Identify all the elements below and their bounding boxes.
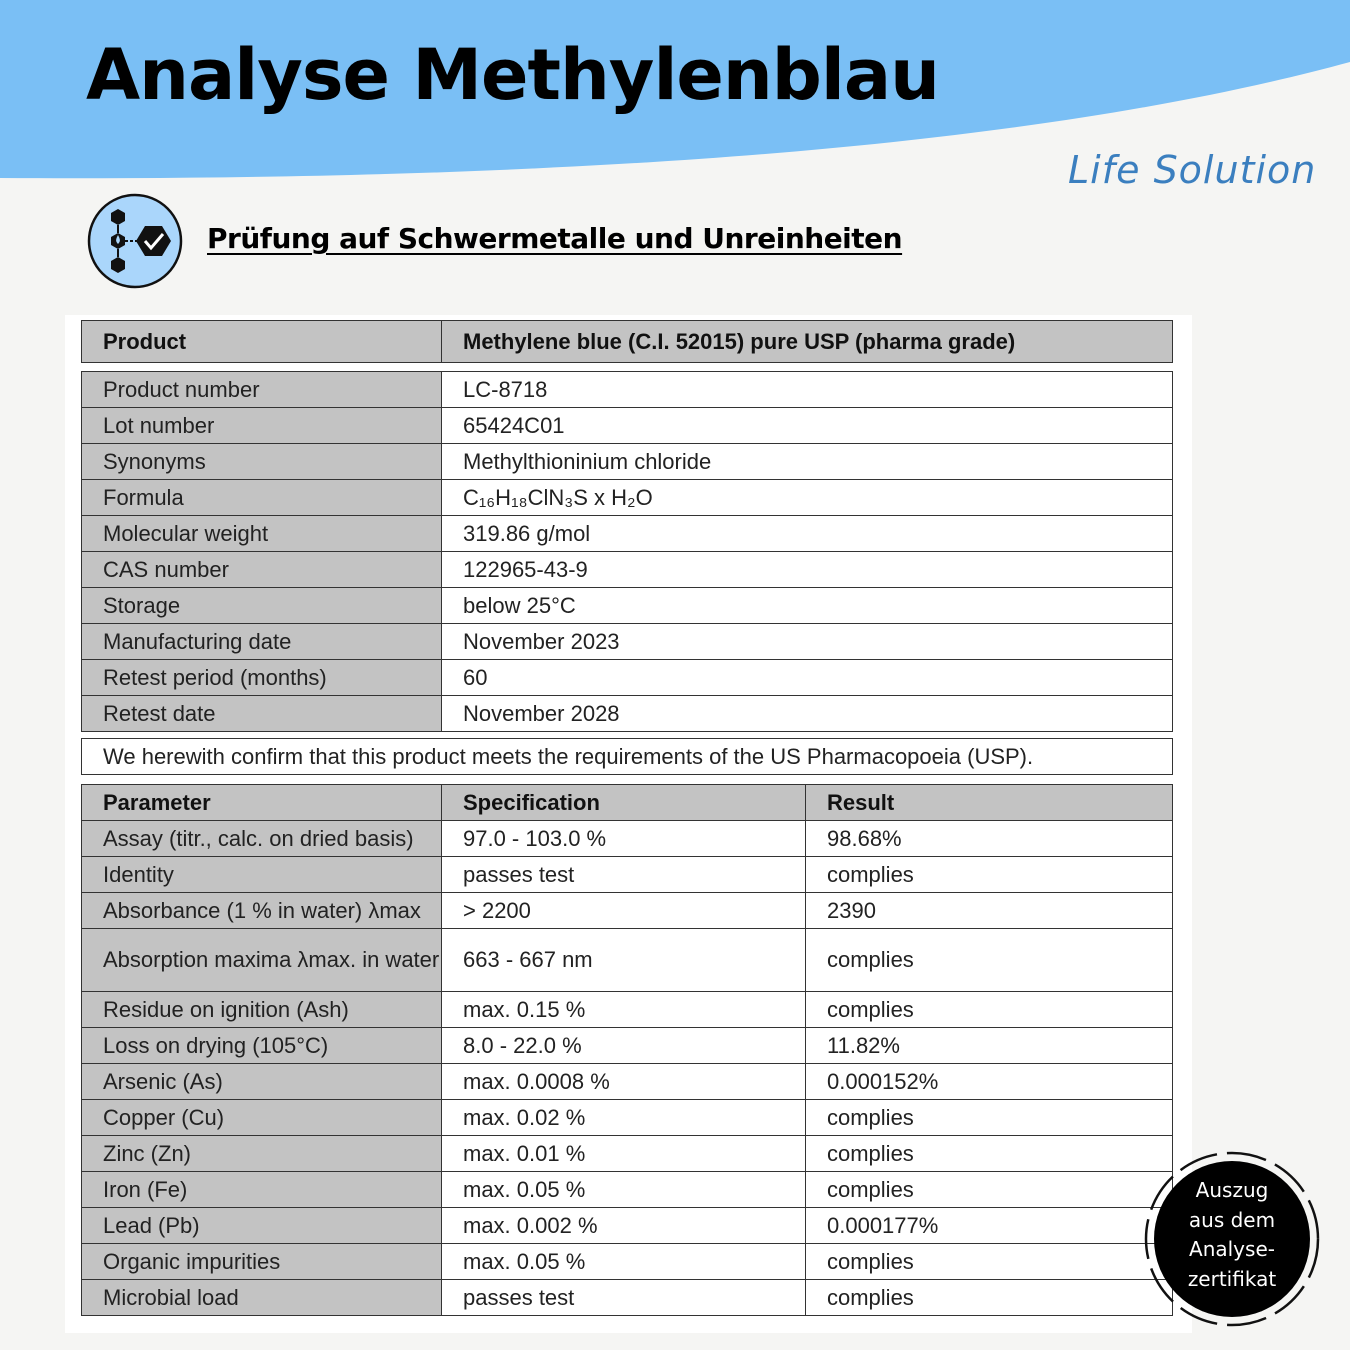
specification-cell: max. 0.002 %	[442, 1208, 806, 1244]
result-cell: complies	[806, 1100, 1173, 1136]
column-header-specification: Specification	[442, 785, 806, 821]
table-row	[82, 1172, 1173, 1208]
specification-cell: max. 0.05 %	[442, 1172, 806, 1208]
parameter-cell: Iron (Fe)	[82, 1172, 442, 1208]
confirmation-box	[81, 738, 1173, 775]
info-row	[82, 660, 1173, 696]
info-value: 319.86 g/mol	[442, 516, 1173, 552]
specification-cell: max. 0.05 %	[442, 1244, 806, 1280]
info-row	[82, 696, 1173, 732]
stamp-line: zertifikat	[1187, 1266, 1277, 1291]
specification-cell: > 2200	[442, 893, 806, 929]
info-row	[82, 372, 1173, 408]
result-cell: complies	[806, 1172, 1173, 1208]
info-label: Lot number	[82, 408, 442, 444]
parameter-cell: Copper (Cu)	[82, 1100, 442, 1136]
info-value: November 2023	[442, 624, 1173, 660]
info-value: LC-8718	[442, 372, 1173, 408]
table-row	[82, 893, 1173, 929]
info-label: CAS number	[82, 552, 442, 588]
info-value: November 2028	[442, 696, 1173, 732]
section-title: Prüfung auf Schwermetalle und Unreinheiten	[207, 222, 903, 255]
info-label: Retest date	[82, 696, 442, 732]
parameter-cell: Residue on ignition (Ash)	[82, 992, 442, 1028]
info-value: C₁₆H₁₈ClN₃S x H₂O	[442, 480, 1173, 516]
confirmation-text: We herewith confirm that this product meets the requirements of the US Pharmacopoeia (USP).	[82, 739, 1173, 775]
table-row	[82, 1028, 1173, 1064]
product-value: Methylene blue (C.I. 52015) pure USP (pharma grade)	[442, 321, 1173, 363]
stamp-line: Analyse-	[1189, 1237, 1275, 1261]
table-row	[82, 1208, 1173, 1244]
specification-cell: max. 0.15 %	[442, 992, 806, 1028]
result-cell: 2390	[806, 893, 1173, 929]
specification-cell: max. 0.02 %	[442, 1100, 806, 1136]
parameter-cell: Organic impurities	[82, 1244, 442, 1280]
info-label: Product number	[82, 372, 442, 408]
specification-cell: passes test	[442, 857, 806, 893]
parameter-cell: Microbial load	[82, 1280, 442, 1316]
parameter-cell: Zinc (Zn)	[82, 1136, 442, 1172]
info-value: 122965-43-9	[442, 552, 1173, 588]
specification-cell: passes test	[442, 1280, 806, 1316]
info-label: Synonyms	[82, 444, 442, 480]
stamp-line: aus dem	[1188, 1207, 1276, 1232]
product-info-table	[81, 371, 1173, 732]
parameter-cell: Absorption maxima λmax. in water	[82, 929, 442, 992]
table-row	[82, 821, 1173, 857]
result-cell: complies	[806, 1244, 1173, 1280]
product-label: Product	[82, 321, 442, 363]
info-label: Storage	[82, 588, 442, 624]
result-cell: complies	[806, 1280, 1173, 1316]
table-row	[82, 857, 1173, 893]
info-label: Retest period (months)	[82, 660, 442, 696]
table-row	[82, 1136, 1173, 1172]
specification-cell: 663 - 667 nm	[442, 929, 806, 992]
parameter-cell: Lead (Pb)	[82, 1208, 442, 1244]
column-header-result: Result	[806, 785, 1173, 821]
page-title: Analyse Methylenblau	[86, 34, 939, 116]
result-cell: 0.000177%	[806, 1208, 1173, 1244]
stamp-line: Auszug	[1195, 1178, 1269, 1202]
result-cell: 0.000152%	[806, 1064, 1173, 1100]
info-row	[82, 624, 1173, 660]
table-row	[82, 1100, 1173, 1136]
molecule-check-icon	[87, 193, 183, 289]
parameter-cell: Loss on drying (105°C)	[82, 1028, 442, 1064]
info-row	[82, 516, 1173, 552]
info-value: below 25°C	[442, 588, 1173, 624]
table-row	[82, 929, 1173, 992]
info-row	[82, 408, 1173, 444]
stamp-text	[1155, 1176, 1309, 1294]
info-row	[82, 552, 1173, 588]
info-label: Molecular weight	[82, 516, 442, 552]
info-value: Methylthioninium chloride	[442, 444, 1173, 480]
result-cell: complies	[806, 929, 1173, 992]
table-row	[82, 1244, 1173, 1280]
specification-cell: 8.0 - 22.0 %	[442, 1028, 806, 1064]
product-row	[82, 321, 1173, 363]
result-cell: complies	[806, 857, 1173, 893]
info-label: Manufacturing date	[82, 624, 442, 660]
result-cell: 11.82%	[806, 1028, 1173, 1064]
product-table	[81, 320, 1173, 363]
info-row	[82, 588, 1173, 624]
specification-cell: max. 0.0008 %	[442, 1064, 806, 1100]
result-cell: complies	[806, 1136, 1173, 1172]
info-row	[82, 444, 1173, 480]
column-header-parameter: Parameter	[82, 785, 442, 821]
specification-cell: max. 0.01 %	[442, 1136, 806, 1172]
info-row	[82, 480, 1173, 516]
parameters-table	[81, 784, 1173, 1316]
info-value: 65424C01	[442, 408, 1173, 444]
parameter-cell: Absorbance (1 % in water) λmax	[82, 893, 442, 929]
info-value: 60	[442, 660, 1173, 696]
parameter-cell: Arsenic (As)	[82, 1064, 442, 1100]
info-label: Formula	[82, 480, 442, 516]
result-cell: 98.68%	[806, 821, 1173, 857]
result-cell: complies	[806, 992, 1173, 1028]
table-row	[82, 992, 1173, 1028]
table-row	[82, 1280, 1173, 1316]
parameter-cell: Identity	[82, 857, 442, 893]
certificate-sheet	[65, 315, 1192, 1333]
specification-cell: 97.0 - 103.0 %	[442, 821, 806, 857]
brand-logo-text: Life Solution	[1068, 148, 1317, 192]
parameters-header-row	[82, 785, 1173, 821]
table-row	[82, 1064, 1173, 1100]
parameter-cell: Assay (titr., calc. on dried basis)	[82, 821, 442, 857]
